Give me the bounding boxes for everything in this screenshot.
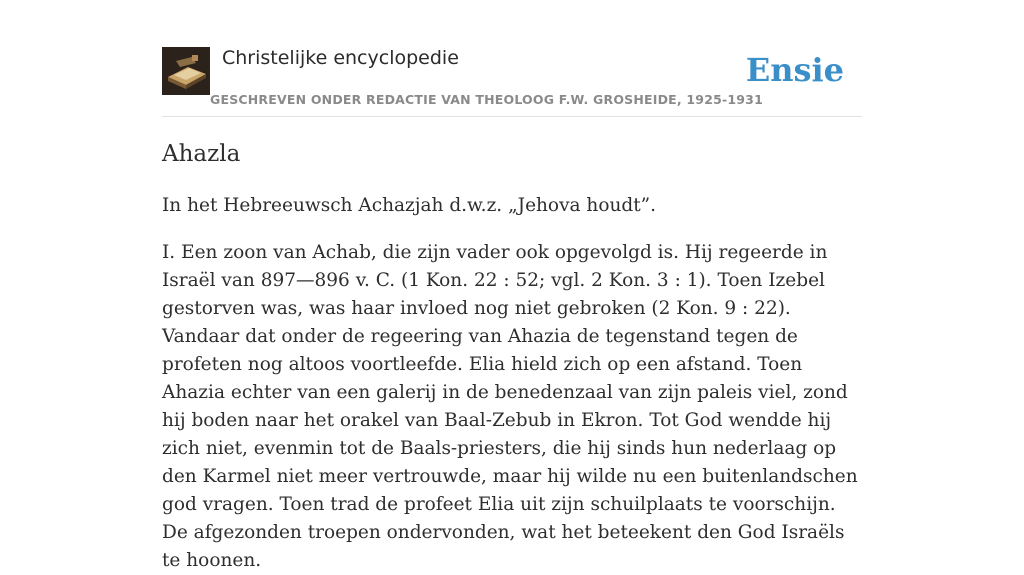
site-logo[interactable]	[162, 47, 210, 95]
book-icon	[162, 47, 210, 95]
article-paragraph: In het Hebreeuwsch Achazjah d.w.z. „Jehova houdt”.	[162, 195, 657, 216]
brand-logo[interactable]: Ensie	[745, 51, 844, 89]
site-subtitle: GESCHREVEN ONDER REDACTIE VAN THEOLOOG F.W. GROSHEIDE, 1925-1931	[210, 92, 763, 107]
site-title[interactable]: Christelijke encyclopedie	[222, 47, 459, 69]
article	[162, 136, 862, 575]
article-paragraph: I. Een zoon van Achab, die zijn vader ook opgevolgd is. Hij regeerde in Israël van 897—896 v. C. (1 Kon. 22 : 52; vgl. 2 Kon. 3 : 1). Toen Izebel gestorven was, was haar invloed nog niet gebroken (2 Kon. 9 : 22). Vandaar dat onder de regeering van Ahazia de tegenstand tegen de profeten nog altoos voortleefde. Elia hield zich op een afstand. Toen Ahazia echter van een galerij in de benedenzaal van zijn paleis viel, zond hij boden naar het orakel van Baal-Zebub in Ekron. Tot God wendde hij zich niet, evenmin tot de Baals-priesters, die hij sinds hun nederlaag op den Karmel niet meer vertrouwde, maar hij wilde nu een buitenlandschen god vragen. Toen trad de profeet Elia uit zijn schuilplaats te voorschijn. De afgezonden troepen ondervonden, wat het beteekent den God Israëls te hoonen.	[162, 242, 858, 571]
site-header	[162, 46, 862, 117]
article-title: Ahazla	[162, 141, 241, 167]
